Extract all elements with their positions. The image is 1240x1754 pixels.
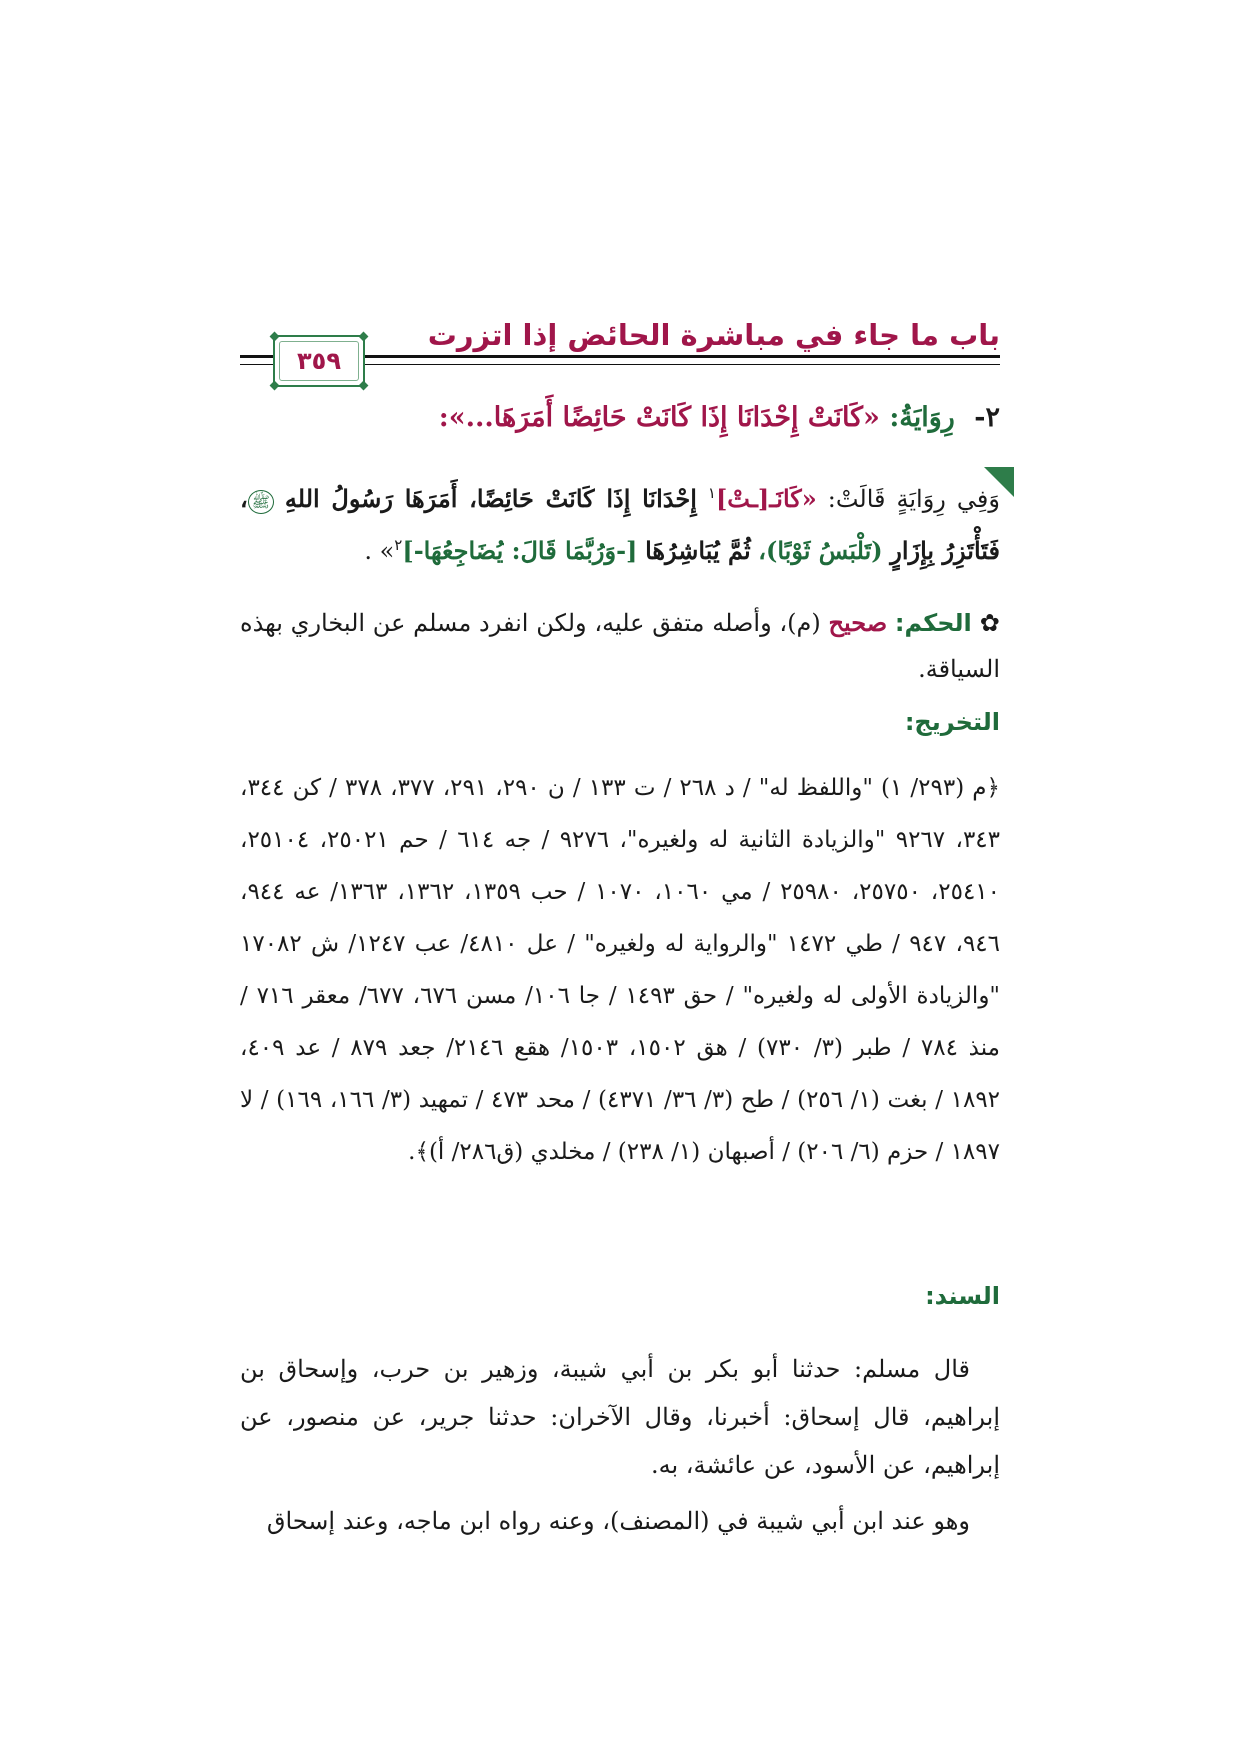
ruling-paragraph [240,600,1000,692]
header-rule-top [365,355,1000,358]
hadith-closing: » . [364,537,395,565]
section-quote: «كَانَتْ إِحْدَانَا إِذَا كَانَتْ حَائِضًا أَمَرَهَا...»: [438,402,880,433]
ornament-corner-icon [270,332,280,342]
chapter-title: باب ما جاء في مباشرة الحائض إذا اتزرت [427,318,1000,352]
hadith-part-6: [-وَرُبَّمَا قَالَ: يُضَاجِعُهَا-] [402,536,638,565]
hadith-intro: وَفِي رِوَايَةٍ قَالَتْ: [827,485,1000,513]
sanad-text: قال مسلم: حدثنا أبو بكر بن أبي شيبة، وزهير بن حرب، وإسحاق بن إبراهيم، قال إسحاق: أخبرنا، وقال الآخران: حدثنا جرير، عن منصور، عن إبراهيم، عن الأسود، عن عائشة، به. [240,1355,1001,1479]
takhrij-text: ﴿م (٢٩٣/ ١) "واللفظ له" / د ٢٦٨ / ت ١٣٣ / ن ٢٩٠، ٢٩١، ٣٧٧، ٣٧٨ / كن ٣٤٤، ٣٤٣، ٩٢٦٧ "والزيادة الثانية له ولغيره"، ٩٢٧٦ / جه ٦١٤ / حم ٢٥٠٢١، ٢٥١٠٤، ٢٥٤١٠، ٢٥٧٥٠، ٢٥٩٨٠ / مي ١٠٦٠، ١٠٧٠ / حب ١٣٥٩، ١٣٦٢، ١٣٦٣/ عه ٩٤٤، ٩٤٦، ٩٤٧ / طي ١٤٧٢ "والرواية له ولغيره" / عل ٤٨١٠/ عب ١٢٤٧/ ش ١٧٠٨٢ "والزيادة الأولى له ولغيره" / حق ١٤٩٣ / جا ١٠٦/ مسن ٦٧٦، ٦٧٧/ معقر ٧١٦ / منذ ٧٨٤ / طبر (٣/ ٧٣٠) / هق ١٥٠٢، ١٥٠٣/ هقع ٢١٤٦/ جعد ٨٧٩ / عد ٤٠٩، ١٨٩٢ / بغت (١/ ٢٥٦) / طح (٣/ ٣٦/ ٤٣٧١) / محد ٤٧٣ / تمهيد (٣/ ١٦٦، ١٦٩) / لا ١٨٩٧ / حزم (٦/ ٢٠٦) / أصبهان (١/ ٢٣٨) / مخلدي (ق٢٨٦/ أ)﴾. [240,775,1001,1165]
hadith-part-1: «كَانَـ[ـتْ] [715,484,817,513]
sanad-heading: السند: [925,1282,1000,1310]
salutation-icon: ﷺ [248,490,274,514]
ruling-text: (م)، وأصله متفق عليه، ولكن انفرد مسلم عن البخاري بهذه السياقة. [240,609,1000,683]
page-number: ٣٥٩ [297,347,341,375]
ruling-label: الحكم: [894,609,972,637]
header-rule-left-top [240,355,273,358]
ruling-verdict: صحيح [828,608,888,637]
sanad-continuation: وهو عند ابن أبي شيبة في (المصنف)، وعنه رواه ابن ماجه، وعند إسحاق [266,1507,970,1535]
section-heading [240,402,1000,433]
header-rule-left-bottom [240,364,273,365]
hadith-part-5: ثُمَّ يُبَاشِرُهَا [645,536,751,565]
hadith-part-4: (تَلْبَسُ ثَوْبًا)، [758,536,883,565]
ornament-corner-icon [359,381,369,391]
section-number: ٢- [974,402,1000,433]
footnote-ref-1: ١ [707,484,716,502]
footnote-ref-2: ٢ [394,536,403,554]
hadith-part-2: إِحْدَانَا إِذَا كَانَتْ حَائِضًا، أَمَرَهَا رَسُولُ اللهِ [284,484,697,513]
page-number-badge [273,335,365,387]
section-label: رِوَايَةُ: [889,402,955,433]
header-rule-bottom [365,364,1000,365]
ornament-corner-icon [359,332,369,342]
takhrij-heading: التخريج: [904,708,1000,736]
ornament-corner-icon [270,381,280,391]
flower-icon: ✿ [979,609,1001,637]
hadith-text [240,470,1000,574]
hadith-part-3: ، فَتَأْتَزِرُ بِإِزَارٍ [240,484,1000,565]
